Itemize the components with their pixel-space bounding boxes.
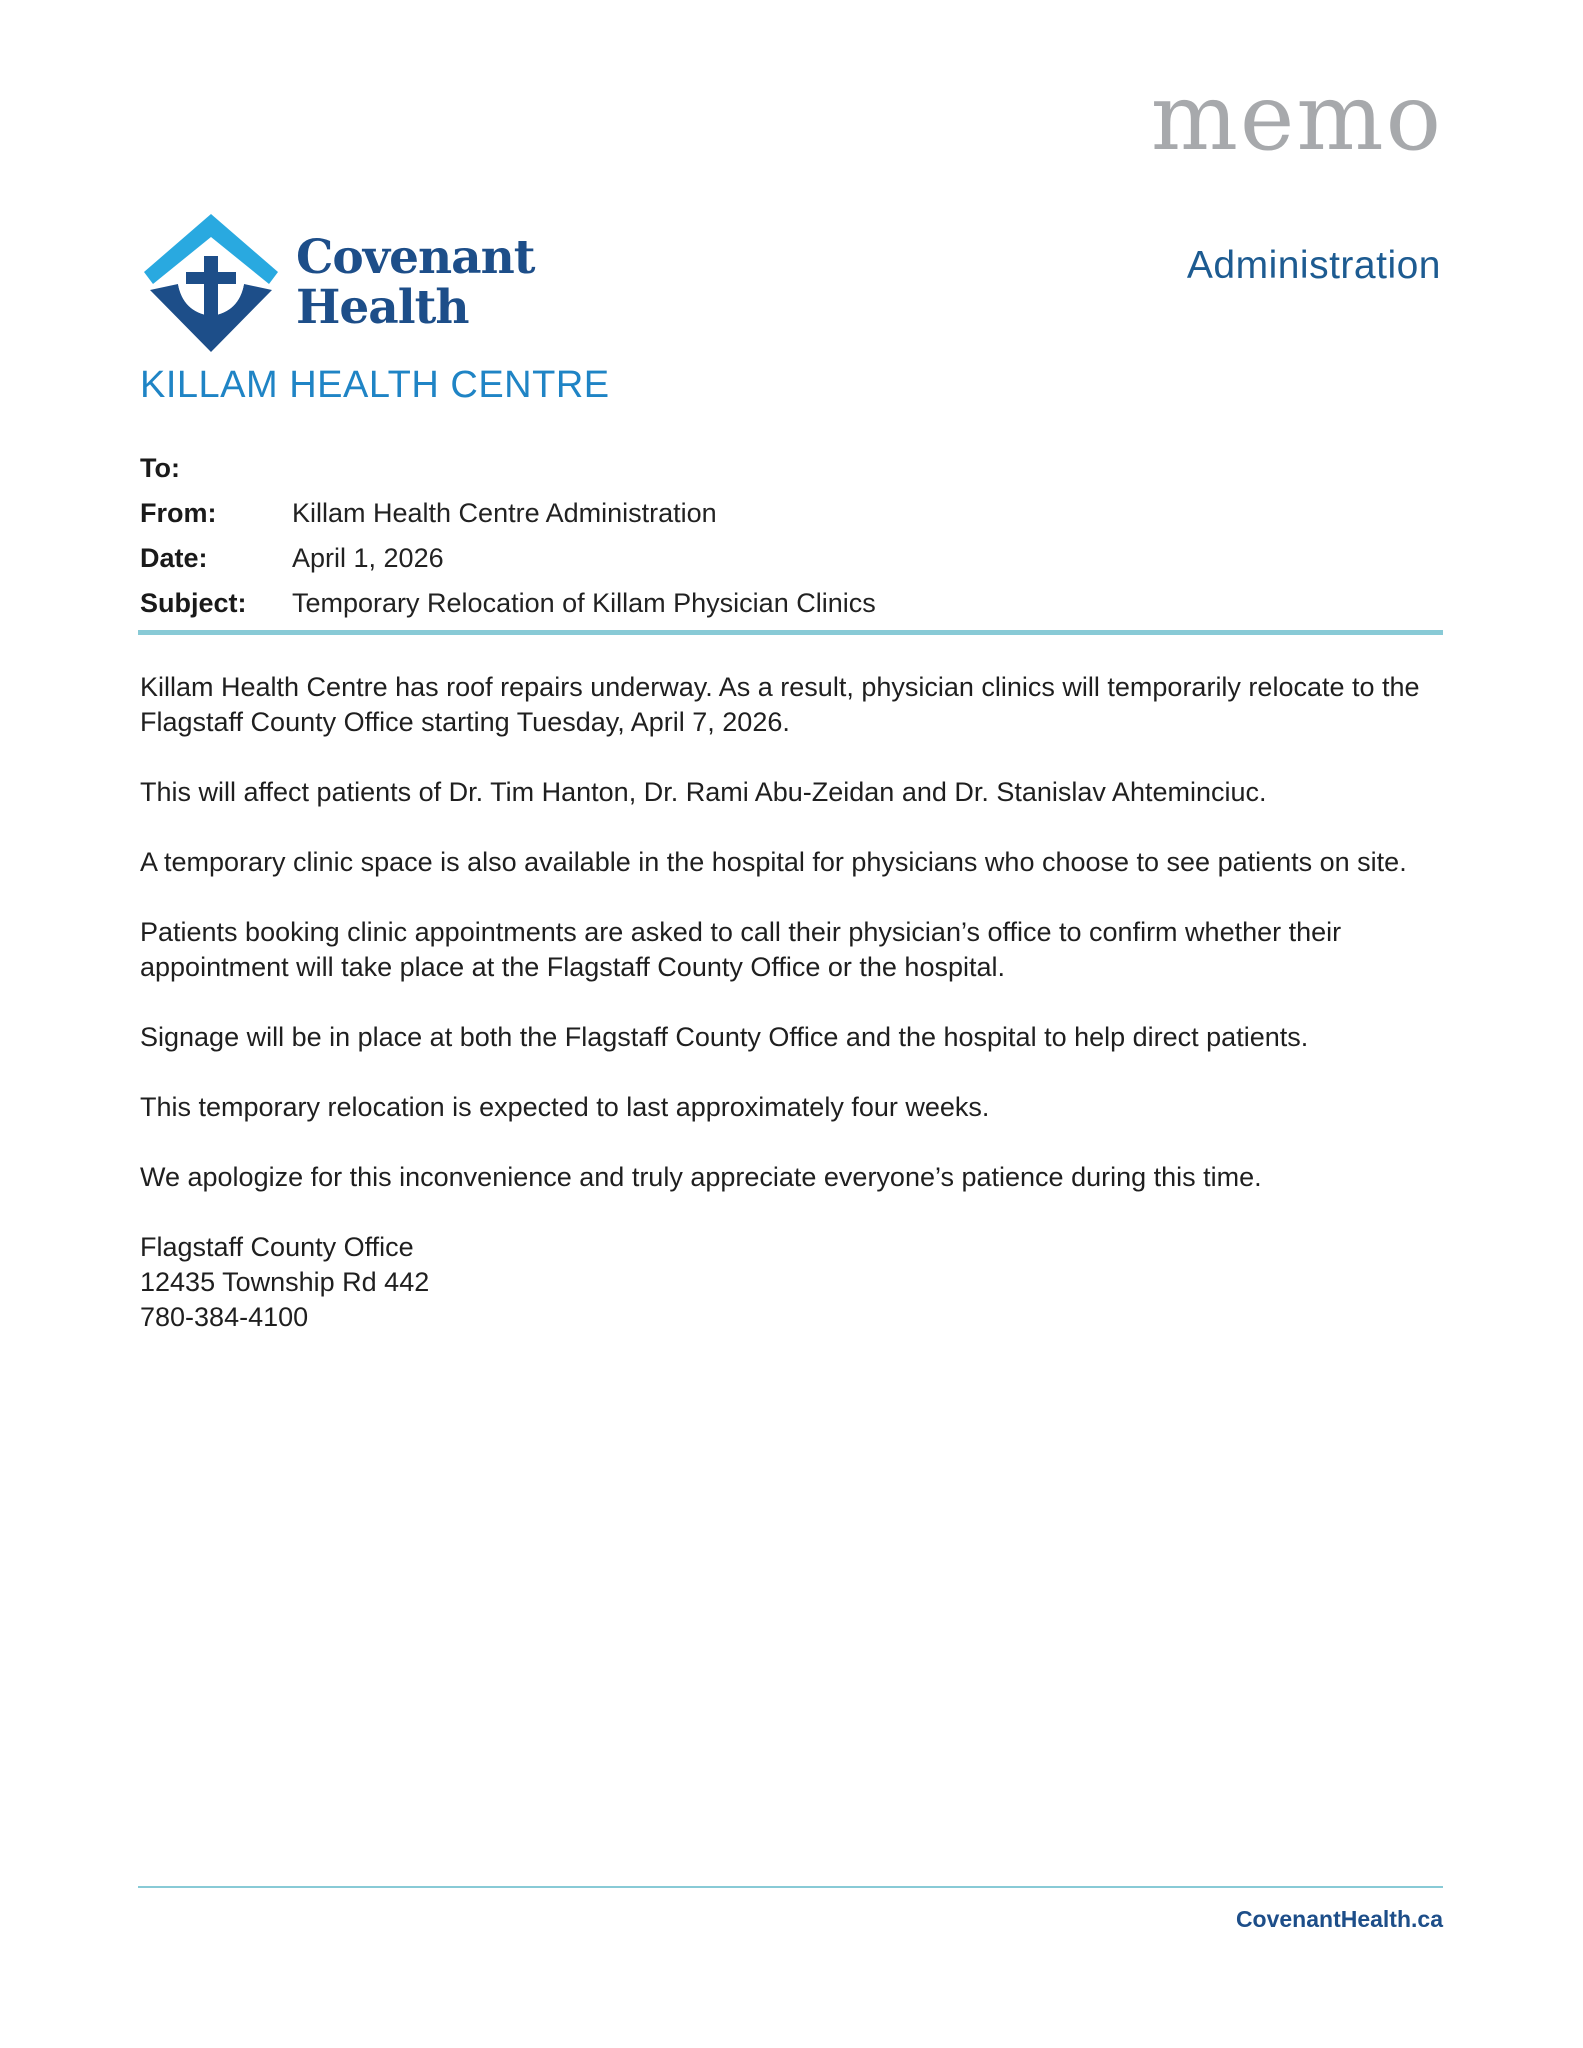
to-label: To: (140, 453, 180, 483)
logo-text-health: Health (296, 280, 469, 335)
covenant-cross-icon (138, 210, 284, 356)
footer-divider (138, 1886, 1443, 1888)
memo-header-fields (140, 446, 876, 626)
logo-text-covenant: Covenant (296, 230, 535, 285)
address-block (140, 1230, 1450, 1335)
date-value: April 1, 2026 (292, 543, 444, 573)
from-label: From: (140, 498, 217, 528)
body-paragraph: Killam Health Centre has roof repairs underway. As a result, physician clinics will temporarily relocate to the Flagstaff County Office starting Tuesday, April 7, 2026. (140, 672, 1420, 737)
header-divider (138, 630, 1443, 635)
address-phone: 780-384-4100 (140, 1302, 309, 1332)
memo-body (140, 670, 1450, 1335)
subject-label: Subject: (140, 588, 247, 618)
date-row (140, 536, 876, 581)
subject-row (140, 581, 876, 626)
covenant-health-logo (138, 210, 534, 356)
subject-value: Temporary Relocation of Killam Physician Clinics (292, 588, 876, 618)
date-label: Date: (140, 543, 208, 573)
from-value: Killam Health Centre Administration (292, 498, 717, 528)
to-row (140, 446, 876, 491)
address-name: Flagstaff County Office (140, 1232, 414, 1262)
body-paragraph: Signage will be in place at both the Flagstaff County Office and the hospital to help direct patients. (140, 1022, 1309, 1052)
memo-heading: memo (1150, 64, 1443, 171)
body-paragraph: This will affect patients of Dr. Tim Hanton, Dr. Rami Abu-Zeidan and Dr. Stanislav Ahteminciuc. (140, 777, 1267, 807)
address-street: 12435 Township Rd 442 (140, 1267, 430, 1297)
body-paragraph: This temporary relocation is expected to last approximately four weeks. (140, 1092, 990, 1122)
body-paragraph: We apologize for this inconvenience and truly appreciate everyone’s patience during this time. (140, 1162, 1262, 1192)
body-paragraph: A temporary clinic space is also available in the hospital for physicians who choose to see patients on site. (140, 847, 1407, 877)
body-paragraph: Patients booking clinic appointments are asked to call their physician’s office to confirm whether their appointment will take place at the Flagstaff County Office or the hospital. (140, 917, 1342, 982)
department-label: Administration (1186, 244, 1441, 287)
from-row (140, 491, 876, 536)
footer-website-link[interactable]: CovenantHealth.ca (1235, 1906, 1443, 1932)
site-name: KILLAM HEALTH CENTRE (140, 364, 610, 406)
